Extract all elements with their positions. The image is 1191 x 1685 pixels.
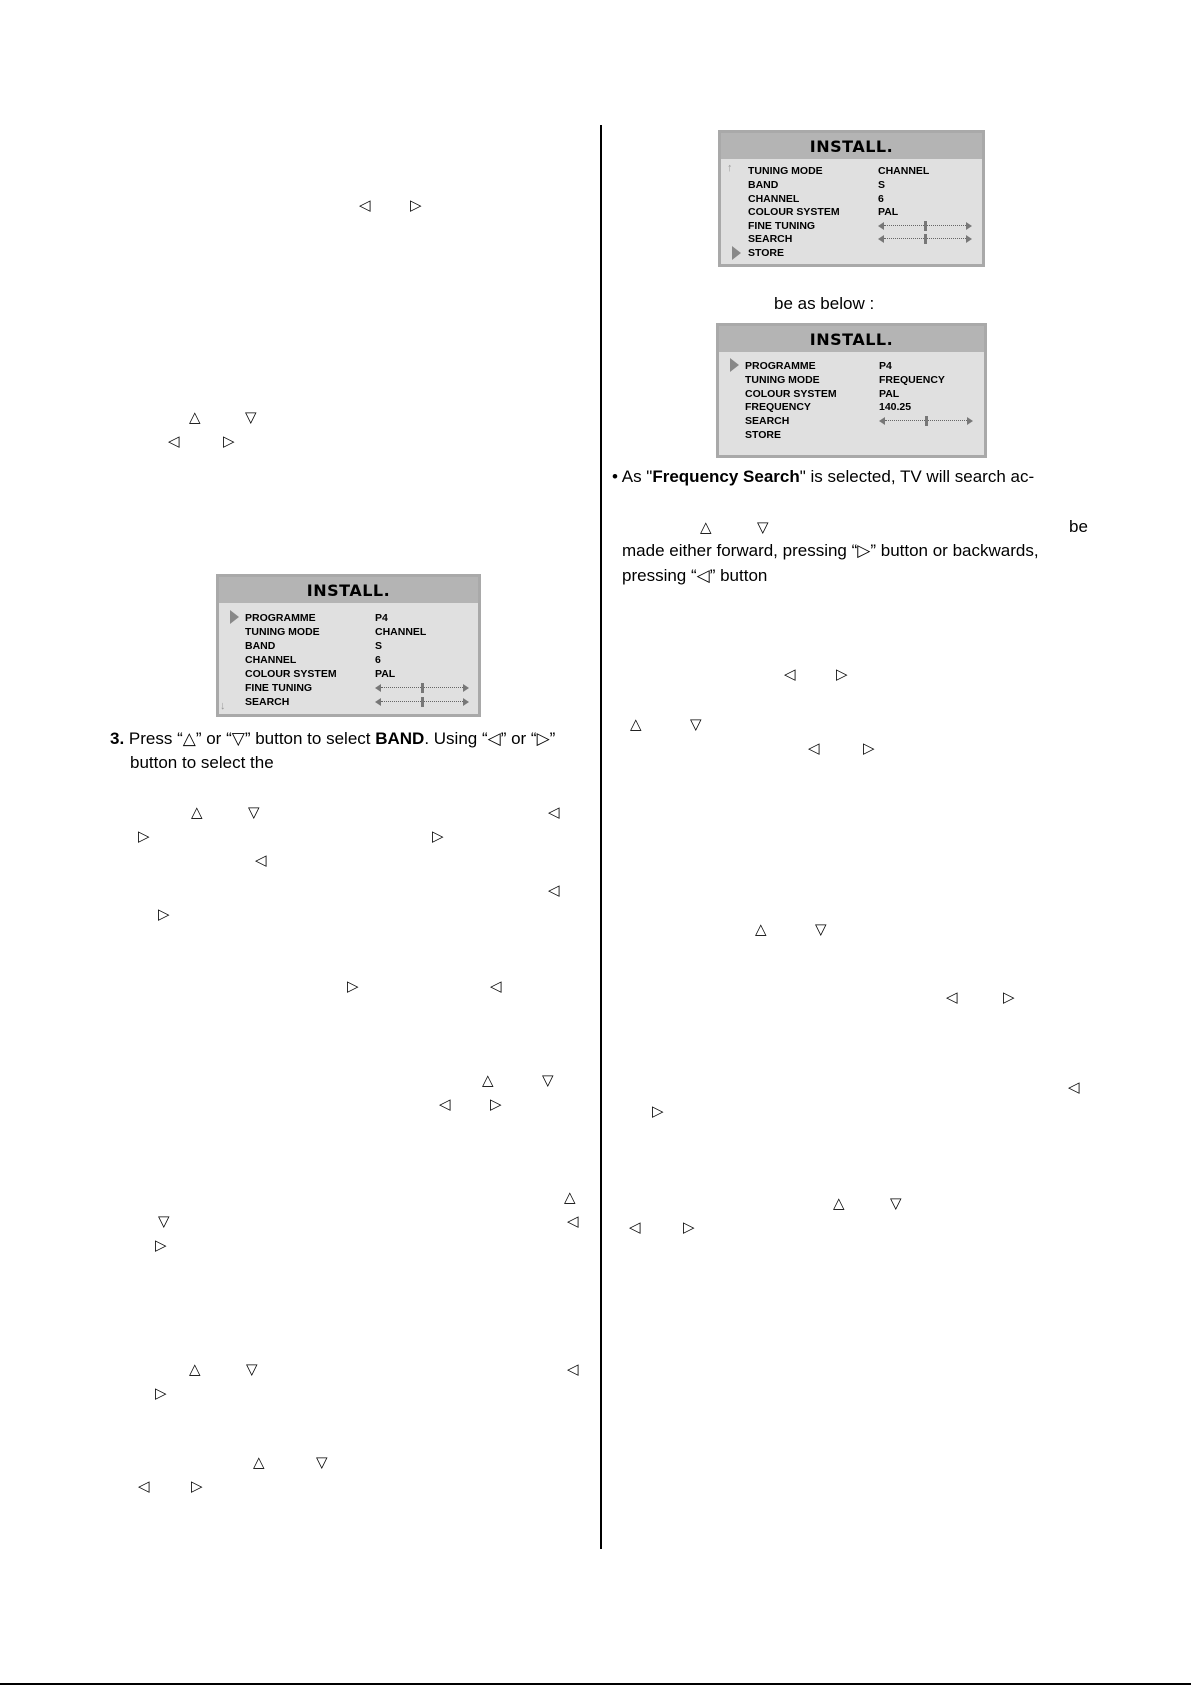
left-arrow-icon: ◁ [567,1212,579,1230]
up-arrow-icon: △ [564,1188,576,1206]
install-menu-channel [216,574,481,717]
right-arrow-icon: ▷ [652,1102,664,1120]
menu-row-tuning-mode: TUNING MODE CHANNEL [748,165,930,177]
up-arrow-icon: △ [833,1194,845,1212]
menu-row-search: SEARCH [748,233,793,245]
down-arrow-icon: ▽ [690,715,702,733]
up-arrow-icon: △ [253,1453,265,1471]
column-divider [600,125,602,1549]
left-arrow-icon: ◁ [168,432,180,450]
left-arrow-icon: ◁ [548,803,560,821]
left-arrow-icon: ◁ [1068,1078,1080,1096]
left-arrow-icon: ◁ [567,1360,579,1378]
scroll-up-icon: ↑ [727,162,733,174]
menu-row-frequency: FREQUENCY 140.25 [745,401,912,413]
right-arrow-icon: ▷ [683,1218,695,1236]
menu-row-tuning-mode: TUNING MODE CHANNEL [245,626,427,638]
up-arrow-icon: △ [189,408,201,426]
menu-row-programme: PROGRAMME P4 [245,612,388,624]
step-3-line-2: button to select the [130,753,274,772]
right-arrow-icon: ▷ [155,1384,167,1402]
down-arrow-icon: ▽ [248,803,260,821]
down-arrow-icon: ▽ [815,920,827,938]
menu-row-tuning-mode: TUNING MODE FREQUENCY [745,374,945,386]
left-arrow-icon: ◁ [696,566,710,585]
fine-tuning-slider [878,222,972,230]
menu-title: INSTALL. [719,326,984,352]
down-arrow-icon: ▽ [245,408,257,426]
down-arrow-icon: ▽ [757,518,769,536]
menu-title: INSTALL. [219,577,478,603]
up-arrow-icon: △ [630,715,642,733]
right-arrow-icon: ▷ [432,827,444,845]
left-arrow-icon: ◁ [359,196,371,214]
up-arrow-icon: △ [189,1360,201,1378]
right-arrow-icon: ▷ [155,1236,167,1254]
menu-row-channel: CHANNEL 6 [245,654,381,666]
down-arrow-icon: ▽ [231,729,245,748]
step-3-line-1: 3. Press “△” or “▽” button to select BAND. Using “◁” or “▷” [110,729,556,748]
selection-marker-icon [230,610,239,624]
right-arrow-icon: ▷ [191,1477,203,1495]
search-slider [375,698,469,706]
menu-row-channel: CHANNEL 6 [748,193,884,205]
left-arrow-icon: ◁ [439,1095,451,1113]
be-as-below-text: be as below : [774,294,875,313]
down-arrow-icon: ▽ [316,1453,328,1471]
right-arrow-icon: ▷ [863,739,875,757]
left-arrow-icon: ◁ [808,739,820,757]
right-arrow-icon: ▷ [138,827,150,845]
frequency-search-line: • As "Frequency Search" is selected, TV will search ac- [612,467,1035,486]
menu-row-colour-system: COLOUR SYSTEM PAL [245,668,396,680]
right-arrow-icon: ▷ [410,196,422,214]
left-arrow-icon: ◁ [490,977,502,995]
left-arrow-icon: ◁ [255,851,267,869]
left-arrow-icon: ◁ [487,729,501,748]
right-arrow-icon: ▷ [347,977,359,995]
up-arrow-icon: △ [482,1071,494,1089]
right-arrow-icon: ▷ [1003,988,1015,1006]
forward-backward-line: made either forward, pressing “▷” button or backwards, [622,541,1039,560]
right-arrow-icon: ▷ [857,541,871,560]
menu-row-search: SEARCH [245,696,290,708]
menu-row-programme: PROGRAMME P4 [745,360,892,372]
menu-row-fine-tuning: FINE TUNING [245,682,313,694]
right-arrow-icon: ▷ [836,665,848,683]
left-arrow-icon: ◁ [629,1218,641,1236]
menu-title: INSTALL. [721,133,982,159]
menu-row-colour-system: COLOUR SYSTEM PAL [748,206,899,218]
right-arrow-icon: ▷ [158,905,170,923]
be-text: be [1069,517,1088,536]
menu-row-store: STORE [748,247,784,259]
left-arrow-icon: ◁ [784,665,796,683]
up-arrow-icon: △ [755,920,767,938]
search-slider [878,235,972,243]
menu-row-band: BAND S [748,179,886,191]
selection-marker-icon [730,358,739,372]
menu-row-search: SEARCH [745,415,790,427]
down-arrow-icon: ▽ [542,1071,554,1089]
fine-tuning-slider [375,684,469,692]
install-menu-store [718,130,985,267]
install-menu-frequency [716,323,987,458]
up-arrow-icon: △ [700,518,712,536]
menu-row-fine-tuning: FINE TUNING [748,220,816,232]
selection-marker-icon [732,246,741,260]
menu-row-store: STORE [745,429,781,441]
menu-row-band: BAND S [245,640,383,652]
search-slider [879,417,973,425]
right-arrow-icon: ▷ [223,432,235,450]
left-arrow-icon: ◁ [138,1477,150,1495]
scroll-down-icon: ↓ [220,700,226,712]
left-arrow-icon: ◁ [946,988,958,1006]
down-arrow-icon: ▽ [246,1360,258,1378]
menu-row-colour-system: COLOUR SYSTEM PAL [745,388,900,400]
up-arrow-icon: △ [182,729,196,748]
left-arrow-icon: ◁ [548,881,560,899]
down-arrow-icon: ▽ [158,1212,170,1230]
right-arrow-icon: ▷ [490,1095,502,1113]
right-arrow-icon: ▷ [536,729,550,748]
pressing-line: pressing “◁” button [622,566,768,585]
up-arrow-icon: △ [191,803,203,821]
down-arrow-icon: ▽ [890,1194,902,1212]
